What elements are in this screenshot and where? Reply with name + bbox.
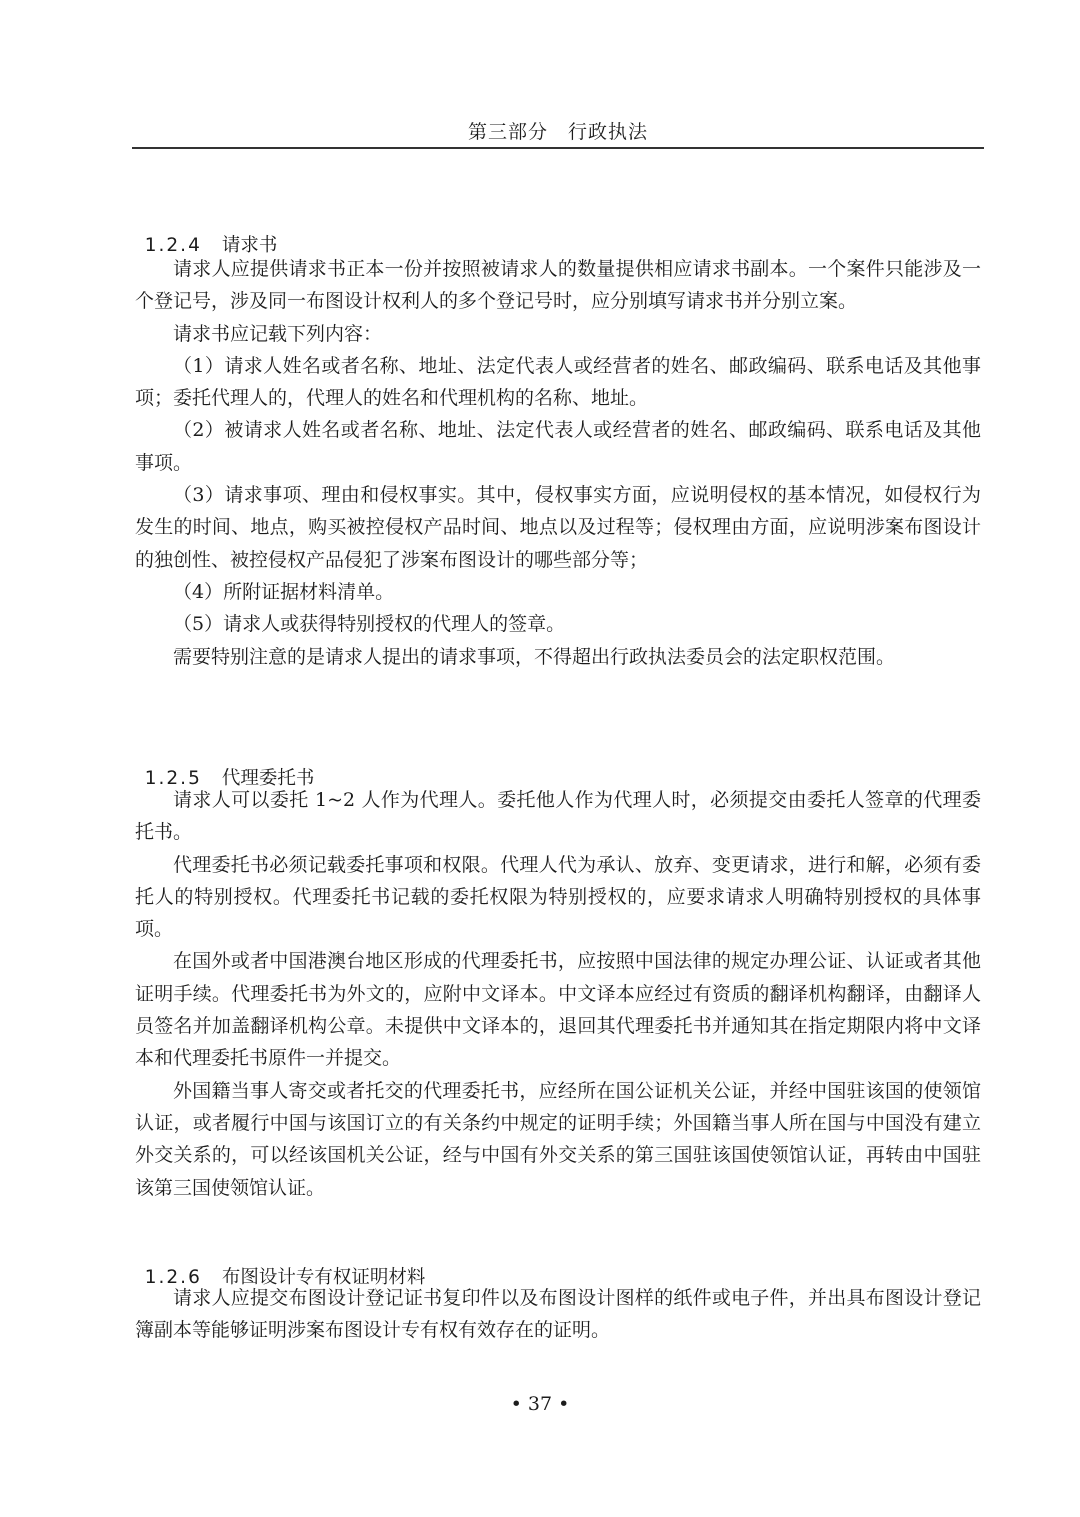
section-body-1-2-5	[135, 784, 981, 1204]
list-item: （5）请求人或获得特别授权的代理人的签章。	[173, 613, 566, 636]
paragraph: 外国籍当事人寄交或者托交的代理委托书，应经所在国公证机关公证，并经中国驻该国的使领馆认证，或者履行中国与该国订立的有关条约中规定的证明手续；外国籍当事人所在国与中国没有建立外交关系的，可以经该国机关公证，经与中国有外交关系的第三国驻该国使领馆认证，再转由中国驻该第三国使领馆认证。	[135, 1079, 981, 1199]
running-header-title: 第三部分 行政执法	[467, 121, 648, 143]
list-item: （3）请求事项、理由和侵权事实。其中，侵权事实方面，应说明侵权的基本情况，如侵权行为发生的时间、地点，购买被控侵权产品时间、地点以及过程等；侵权理由方面，应说明涉案布图设计的独创性、被控侵权产品侵犯了涉案布图设计的哪些部分等；	[135, 484, 981, 571]
list-item: （1）请求人姓名或者名称、地址、法定代表人或经营者的姓名、邮政编码、联系电话及其他事项；委托代理人的，代理人的姓名和代理机构的名称、地址。	[135, 354, 981, 410]
paragraph: 请求人可以委托 1~2 人作为代理人。委托他人作为代理人时，必须提交由委托人签章的代理委托书。	[135, 789, 981, 844]
paragraph: 请求书应记载下列内容：	[173, 322, 383, 345]
section-title: 布图设计专有权证明材料	[221, 1267, 426, 1288]
paragraph: 在国外或者中国港澳台地区形成的代理委托书，应按照中国法律的规定办理公证、认证或者其他证明手续。代理委托书为外文的，应附中文译本。中文译本应经过有资质的翻译机构翻译，由翻译人员签名并加盖翻译机构公章。未提供中文译本的，退回其代理委托书并通知其在指定期限内将中文译本和代理委托书原件一并提交。	[135, 950, 981, 1070]
list-item: （4）所附证据材料清单。	[173, 580, 395, 603]
page-number: • 37 •	[510, 1393, 570, 1415]
section-body-1-2-6	[135, 1282, 981, 1347]
paragraph: 请求人应提供请求书正本一份并按照被请求人的数量提供相应请求书副本。一个案件只能涉及一个登记号，涉及同一布图设计权利人的多个登记号时，应分别填写请求书并分别立案。	[135, 258, 981, 313]
list-item: （2）被请求人姓名或者名称、地址、法定代表人或经营者的姓名、邮政编码、联系电话及其他事项。	[135, 419, 981, 474]
section-number: 1.2.4	[144, 235, 202, 256]
section-title: 请求书	[221, 235, 278, 256]
section-heading-1-2-4	[133, 204, 277, 260]
section-number: 1.2.6	[144, 1267, 202, 1288]
section-body-1-2-4	[135, 253, 981, 673]
paragraph: 需要特别注意的是请求人提出的请求事项，不得超出行政执法委员会的法定职权范围。	[173, 645, 896, 668]
page-header	[132, 113, 984, 149]
section-title: 代理委托书	[221, 768, 315, 789]
paragraph: 请求人应提交布图设计登记证书复印件以及布图设计图样的纸件或电子件，并出具布图设计登记簿副本等能够证明涉案布图设计专有权有效存在的证明。	[135, 1287, 981, 1342]
section-number: 1.2.5	[144, 768, 202, 789]
paragraph: 代理委托书必须记载委托事项和权限。代理人代为承认、放弃、变更请求，进行和解，必须有委托人的特别授权。代理委托书记载的委托权限为特别授权的，应要求请求人明确特别授权的具体事项。	[135, 853, 981, 941]
